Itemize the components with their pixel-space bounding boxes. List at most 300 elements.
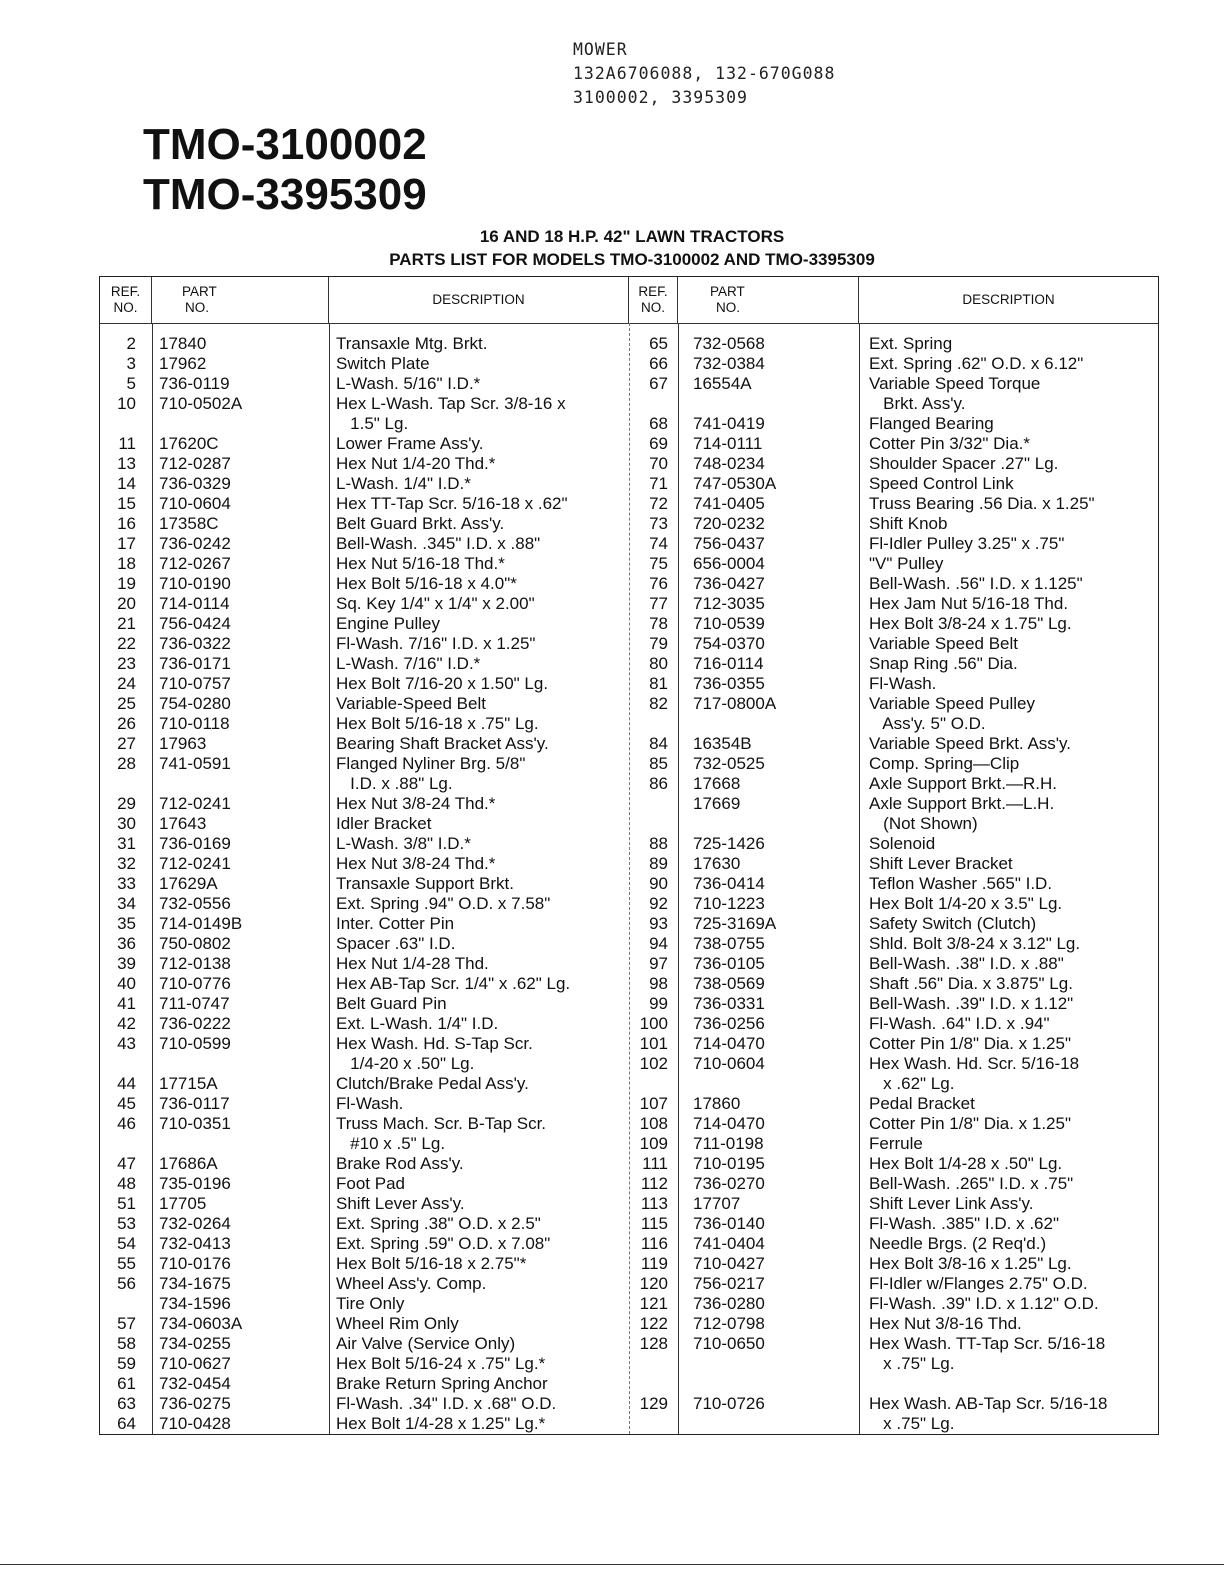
col-header-desc-label: DESCRIPTION — [432, 292, 525, 307]
ref-number: 85 — [649, 754, 668, 773]
part-description: Hex Bolt 1/4-20 x 3.5" Lg. — [869, 894, 1063, 913]
part-description: Fl-Wash. .34" I.D. x .68" O.D. — [336, 1394, 557, 1413]
ref-number: 11 — [118, 434, 136, 453]
table-row — [100, 894, 1158, 914]
ref-number: 79 — [649, 634, 668, 653]
part-number: 741-0591 — [159, 754, 231, 773]
part-description: Idler Bracket — [336, 814, 432, 833]
part-number: 738-0569 — [693, 974, 765, 993]
ref-number: 57 — [117, 1314, 136, 1333]
ref-number: 111 — [642, 1154, 668, 1173]
part-number: 17707 — [693, 1194, 741, 1213]
part-number: 710-0539 — [693, 614, 765, 633]
ref-number: 86 — [649, 774, 668, 793]
part-number: 712-0241 — [159, 854, 231, 873]
ref-number: 63 — [117, 1394, 136, 1413]
part-number: 710-0118 — [159, 714, 230, 733]
part-description: Fl-Wash. .64" I.D. x .94" — [869, 1014, 1050, 1033]
ref-number: 40 — [117, 974, 136, 993]
part-description: Fl-Wash. .385" I.D. x .62" — [869, 1214, 1059, 1233]
part-number: 756-0217 — [693, 1274, 765, 1293]
ref-number: 61 — [117, 1374, 136, 1393]
part-description: Hex Wash. AB-Tap Scr. 5/16-18 — [869, 1394, 1108, 1413]
table-row — [100, 1414, 1158, 1434]
table-row — [100, 1314, 1158, 1334]
part-description: Hex Nut 1/4-20 Thd.* — [336, 454, 496, 473]
table-row — [100, 954, 1158, 974]
table-row — [100, 1134, 1158, 1154]
part-number: 732-0525 — [693, 754, 765, 773]
ref-number: 45 — [117, 1094, 136, 1113]
part-description: Comp. Spring—Clip — [869, 754, 1020, 773]
header-line-3: 3100002, 3395309 — [573, 88, 748, 107]
part-description: Transaxle Support Brkt. — [336, 874, 514, 893]
table-row — [100, 654, 1158, 674]
part-description: Hex Wash. Hd. Scr. 5/16-18 — [869, 1054, 1080, 1073]
ref-number: 102 — [639, 1054, 668, 1073]
part-number: 17358C — [159, 514, 219, 533]
ref-number: 89 — [649, 854, 668, 873]
ref-number: 78 — [649, 614, 668, 633]
col-header-desc-right — [859, 277, 1158, 323]
part-number: 710-0599 — [159, 1034, 231, 1053]
ref-number: 128 — [639, 1334, 668, 1353]
part-description: Hex Bolt 5/16-24 x .75" Lg.* — [336, 1354, 546, 1373]
ref-number: 17 — [117, 534, 136, 553]
header-line-1: MOWER — [573, 40, 628, 59]
ref-number: 5 — [126, 374, 136, 393]
table-row — [100, 1394, 1158, 1414]
ref-number: 80 — [649, 654, 668, 673]
part-number: 725-3169A — [693, 914, 777, 933]
table-row — [100, 874, 1158, 894]
part-number: 710-0776 — [159, 974, 231, 993]
part-number: 720-0232 — [693, 514, 765, 533]
part-description: Belt Guard Pin — [336, 994, 447, 1013]
part-description: #10 x .5" Lg. — [336, 1134, 446, 1153]
part-description: Sq. Key 1/4" x 1/4" x 2.00" — [336, 594, 535, 613]
table-row — [100, 1154, 1158, 1174]
part-number: 732-0384 — [693, 354, 765, 373]
ref-number: 94 — [649, 934, 668, 953]
part-description: Foot Pad — [336, 1174, 405, 1193]
ref-number: 14 — [117, 474, 136, 493]
ref-number: 32 — [117, 854, 136, 873]
part-description: Fl-Wash. — [336, 1094, 404, 1113]
part-number: 17643 — [159, 814, 207, 833]
part-description: Solenoid — [869, 834, 936, 853]
part-description: Ferrule — [869, 1134, 923, 1153]
part-number: 710-0726 — [693, 1394, 765, 1413]
table-row — [100, 1354, 1158, 1374]
part-description: Belt Guard Brkt. Ass'y. — [336, 514, 505, 533]
part-description: 1/4-20 x .50" Lg. — [336, 1054, 475, 1073]
ref-number: 72 — [649, 494, 668, 513]
part-number: 736-0322 — [159, 634, 231, 653]
table-row — [100, 694, 1158, 714]
part-number: 710-0604 — [159, 494, 231, 513]
part-number: 710-0757 — [159, 674, 231, 693]
part-description: Hex Nut 5/16-18 Thd.* — [336, 554, 505, 573]
part-description: Variable Speed Brkt. Ass'y. — [869, 734, 1071, 753]
ref-number: 73 — [649, 514, 668, 533]
part-description: Engine Pulley — [336, 614, 440, 633]
ref-number: 54 — [117, 1234, 136, 1253]
ref-number: 31 — [117, 834, 136, 853]
part-number: 714-0114 — [159, 594, 230, 613]
model-numbers — [143, 120, 427, 220]
part-number: 732-0413 — [159, 1234, 231, 1253]
ref-number: 30 — [117, 814, 136, 833]
ref-number: 65 — [649, 334, 668, 353]
model-header — [573, 38, 835, 110]
part-number: 17669 — [693, 794, 741, 813]
ref-number: 22 — [117, 634, 136, 653]
part-number: 656-0004 — [693, 554, 765, 573]
part-description: Ext. Spring .38" O.D. x 2.5" — [336, 1214, 541, 1233]
part-description: (Not Shown) — [869, 814, 978, 833]
table-row — [100, 1194, 1158, 1214]
ref-number: 19 — [117, 574, 136, 593]
ref-number: 122 — [639, 1314, 668, 1333]
part-description: Hex Wash. TT-Tap Scr. 5/16-18 — [869, 1334, 1106, 1353]
ref-number: 71 — [649, 474, 668, 493]
model-number-1: TMO-3100002 — [143, 120, 427, 169]
table-row — [100, 634, 1158, 654]
part-description: Ext. Spring .94" O.D. x 7.58" — [336, 894, 551, 913]
part-description: Switch Plate — [336, 354, 430, 373]
part-number: 736-0414 — [693, 874, 765, 893]
part-number: 741-0419 — [693, 414, 765, 433]
ref-number: 29 — [117, 794, 136, 813]
part-description: Hex Bolt 3/8-24 x 1.75" Lg. — [869, 614, 1072, 633]
table-row — [100, 434, 1158, 454]
part-description: Shift Lever Ass'y. — [336, 1194, 465, 1213]
part-number: 710-0627 — [159, 1354, 231, 1373]
part-description: I.D. x .88" Lg. — [336, 774, 453, 793]
part-number: 714-0470 — [693, 1114, 765, 1133]
ref-number: 107 — [639, 1094, 668, 1113]
table-row — [100, 1014, 1158, 1034]
part-number: 734-0603A — [159, 1314, 243, 1333]
ref-number: 109 — [639, 1134, 668, 1153]
part-number: 736-0427 — [693, 574, 765, 593]
part-description: Teflon Washer .565" I.D. — [869, 874, 1053, 893]
part-description: Hex Bolt 5/16-18 x 2.75"* — [336, 1254, 527, 1273]
part-number: 710-0176 — [159, 1254, 231, 1273]
ref-number: 112 — [640, 1174, 668, 1193]
ref-number: 35 — [117, 914, 136, 933]
part-number: 710-0195 — [693, 1154, 765, 1173]
part-number: 725-1426 — [693, 834, 765, 853]
ref-number: 77 — [649, 594, 668, 613]
title-line-1: 16 AND 18 H.P. 42" LAWN TRACTORS — [479, 227, 785, 246]
table-row — [100, 594, 1158, 614]
part-number: 17668 — [693, 774, 741, 793]
part-number: 17620C — [159, 434, 219, 453]
table-row — [100, 1034, 1158, 1054]
part-description: Safety Switch (Clutch) — [869, 914, 1037, 933]
ref-number: 115 — [640, 1214, 668, 1233]
part-description: Axle Support Brkt.—R.H. — [869, 774, 1058, 793]
ref-number: 74 — [649, 534, 668, 553]
table-row — [100, 374, 1158, 394]
part-description: Ass'y. 5" O.D. — [869, 714, 986, 733]
part-description: Fl-Wash. — [869, 674, 937, 693]
ref-number: 108 — [639, 1114, 668, 1133]
part-description: Variable Speed Pulley — [869, 694, 1036, 713]
ref-number: 36 — [117, 934, 136, 953]
part-number: 734-1596 — [159, 1294, 231, 1313]
ref-number: 41 — [117, 994, 136, 1013]
part-number: 717-0800A — [693, 694, 777, 713]
table-row — [100, 754, 1158, 774]
part-description: Variable-Speed Belt — [336, 694, 486, 713]
ref-number: 56 — [117, 1274, 136, 1293]
ref-number: 88 — [649, 834, 668, 853]
table-row — [100, 934, 1158, 954]
part-description: Brkt. Ass'y. — [869, 394, 966, 413]
ref-number: 93 — [649, 914, 668, 933]
part-description: Clutch/Brake Pedal Ass'y. — [336, 1074, 529, 1093]
part-number: 710-0502A — [159, 394, 243, 413]
part-description: Snap Ring .56" Dia. — [869, 654, 1018, 673]
part-description: Hex Wash. Hd. S-Tap Scr. — [336, 1034, 533, 1053]
part-number: 714-0470 — [693, 1034, 765, 1053]
part-number: 17860 — [693, 1094, 741, 1113]
part-number: 736-0329 — [159, 474, 231, 493]
page-title — [0, 225, 1224, 271]
ref-number: 53 — [117, 1214, 136, 1233]
ref-number: 34 — [117, 894, 136, 913]
part-description: L-Wash. 3/8" I.D.* — [336, 834, 471, 853]
part-description: "V" Pulley — [869, 554, 944, 573]
col-header-part-right — [678, 277, 859, 323]
part-number: 736-0355 — [693, 674, 765, 693]
ref-number: 67 — [649, 374, 668, 393]
part-number: 710-0604 — [693, 1054, 765, 1073]
part-number: 710-1223 — [693, 894, 765, 913]
ref-number: 51 — [117, 1194, 136, 1213]
part-description: Hex Nut 3/8-24 Thd.* — [336, 854, 496, 873]
page-bottom-rule — [0, 1564, 1224, 1565]
part-description: Air Valve (Service Only) — [336, 1334, 516, 1353]
ref-number: 76 — [649, 574, 668, 593]
part-description: Hex Bolt 7/16-20 x 1.50" Lg. — [336, 674, 549, 693]
col-header-part-no: NO. — [185, 300, 210, 315]
col-header-part-left — [152, 277, 329, 323]
part-number: 710-0351 — [159, 1114, 231, 1133]
part-description: Pedal Bracket — [869, 1094, 975, 1113]
model-number-2: TMO-3395309 — [143, 170, 427, 219]
table-row — [100, 1174, 1158, 1194]
ref-number: 42 — [117, 1014, 136, 1033]
part-number: 711-0747 — [159, 994, 230, 1013]
part-number: 741-0405 — [693, 494, 765, 513]
part-description: Brake Rod Ass'y. — [336, 1154, 464, 1173]
part-number: 16554A — [693, 374, 752, 393]
table-row — [100, 554, 1158, 574]
part-description: Shift Knob — [869, 514, 948, 533]
part-number: 712-0138 — [159, 954, 231, 973]
table-row — [100, 574, 1158, 594]
ref-number: 90 — [649, 874, 668, 893]
part-description: Spacer .63" I.D. — [336, 934, 456, 953]
col-header-ref-no: NO. — [640, 300, 665, 315]
part-description: Flanged Nyliner Brg. 5/8" — [336, 754, 526, 773]
table-row — [100, 334, 1158, 354]
part-number: 17962 — [159, 354, 207, 373]
part-number: 16354B — [693, 734, 752, 753]
col-header-ref-no: NO. — [113, 300, 138, 315]
part-description: Tire Only — [336, 1294, 405, 1313]
part-description: Bell-Wash. .38" I.D. x .88" — [869, 954, 1064, 973]
ref-number: 92 — [649, 894, 668, 913]
part-number: 756-0437 — [693, 534, 765, 553]
table-row — [100, 474, 1158, 494]
part-number: 738-0755 — [693, 934, 765, 953]
table-row — [100, 394, 1158, 414]
part-description: Hex AB-Tap Scr. 1/4" x .62" Lg. — [336, 974, 571, 993]
ref-number: 82 — [649, 694, 668, 713]
part-description: L-Wash. 5/16" I.D.* — [336, 374, 481, 393]
part-description: Bell-Wash. .345" I.D. x .88" — [336, 534, 541, 553]
table-row — [100, 1114, 1158, 1134]
col-header-part-label: PART — [182, 284, 217, 299]
part-number: 736-0270 — [693, 1174, 765, 1193]
part-number: 712-0287 — [159, 454, 231, 473]
part-number: 712-0267 — [159, 554, 231, 573]
ref-number: 68 — [649, 414, 668, 433]
table-row — [100, 914, 1158, 934]
ref-number: 64 — [117, 1414, 136, 1433]
table-row — [100, 714, 1158, 734]
part-number: 736-0222 — [159, 1014, 231, 1033]
table-row — [100, 614, 1158, 634]
table-row — [100, 1054, 1158, 1074]
ref-number: 100 — [639, 1014, 668, 1033]
part-description: Wheel Ass'y. Comp. — [336, 1274, 487, 1293]
table-row — [100, 1294, 1158, 1314]
ref-number: 10 — [117, 394, 136, 413]
title-line-2: PARTS LIST FOR MODELS TMO-3100002 AND TMO-3395309 — [389, 250, 875, 269]
table-row — [100, 734, 1158, 754]
part-number: 714-0111 — [693, 434, 763, 453]
part-description: x .62" Lg. — [869, 1074, 955, 1093]
ref-number: 23 — [117, 654, 136, 673]
part-description: Needle Brgs. (2 Req'd.) — [869, 1234, 1047, 1253]
part-description: Cotter Pin 3/32" Dia.* — [869, 434, 1031, 453]
table-row — [100, 1254, 1158, 1274]
table-row — [100, 674, 1158, 694]
table-row — [100, 1074, 1158, 1094]
part-number: 714-0149B — [159, 914, 243, 933]
part-number: 736-0256 — [693, 1014, 765, 1033]
part-number: 732-0556 — [159, 894, 231, 913]
ref-number: 25 — [117, 694, 136, 713]
part-description: Fl-Idler w/Flanges 2.75" O.D. — [869, 1274, 1088, 1293]
part-number: 17686A — [159, 1154, 218, 1173]
table-row — [100, 1214, 1158, 1234]
part-description: 1.5" Lg. — [336, 414, 409, 433]
part-number: 712-0241 — [159, 794, 231, 813]
part-number: 736-0117 — [159, 1094, 230, 1113]
ref-number: 20 — [117, 594, 136, 613]
part-number: 756-0424 — [159, 614, 231, 633]
part-number: 734-1675 — [159, 1274, 231, 1293]
part-number: 17963 — [159, 734, 207, 753]
table-row — [100, 494, 1158, 514]
ref-number: 99 — [649, 994, 668, 1013]
part-description: Fl-Wash. 7/16" I.D. x 1.25" — [336, 634, 536, 653]
part-description: Lower Frame Ass'y. — [336, 434, 484, 453]
part-description: Transaxle Mtg. Brkt. — [336, 334, 488, 353]
part-description: Ext. Spring .59" O.D. x 7.08" — [336, 1234, 551, 1253]
part-description: Hex Nut 3/8-24 Thd.* — [336, 794, 496, 813]
table-row — [100, 1274, 1158, 1294]
ref-number: 48 — [117, 1174, 136, 1193]
part-number: 736-0331 — [693, 994, 765, 1013]
col-header-part-label: PART — [710, 284, 745, 299]
ref-number: 21 — [117, 614, 136, 633]
part-description: Bell-Wash. .39" I.D. x 1.12" — [869, 994, 1074, 1013]
part-number: 732-0568 — [693, 334, 765, 353]
table-row — [100, 1094, 1158, 1114]
part-number: 710-0650 — [693, 1334, 765, 1353]
part-description: Hex Bolt 1/4-28 x .50" Lg. — [869, 1154, 1063, 1173]
part-description: Shaft .56" Dia. x 3.875" Lg. — [869, 974, 1073, 993]
part-number: 710-0427 — [693, 1254, 765, 1273]
part-number: 736-0280 — [693, 1294, 765, 1313]
ref-number: 15 — [117, 494, 136, 513]
part-number: 750-0802 — [159, 934, 231, 953]
part-description: Ext. L-Wash. 1/4" I.D. — [336, 1014, 499, 1033]
part-description: Shift Lever Link Ass'y. — [869, 1194, 1034, 1213]
part-description: Hex TT-Tap Scr. 5/16-18 x .62" — [336, 494, 568, 513]
part-number: 17705 — [159, 1194, 207, 1213]
table-row — [100, 814, 1158, 834]
ref-number: 55 — [117, 1254, 136, 1273]
ref-number: 27 — [117, 734, 136, 753]
part-description: Variable Speed Belt — [869, 634, 1019, 653]
part-description: L-Wash. 1/4" I.D.* — [336, 474, 471, 493]
ref-number: 44 — [117, 1074, 136, 1093]
ref-number: 24 — [117, 674, 136, 693]
ref-number: 18 — [117, 554, 136, 573]
part-number: 736-0169 — [159, 834, 231, 853]
col-header-part-no: NO. — [716, 300, 741, 315]
part-number: 754-0280 — [159, 694, 231, 713]
part-description: Shoulder Spacer .27" Lg. — [869, 454, 1059, 473]
table-row — [100, 454, 1158, 474]
part-description: Bell-Wash. .56" I.D. x 1.125" — [869, 574, 1083, 593]
part-description: Wheel Rim Only — [336, 1314, 459, 1333]
ref-number: 2 — [126, 334, 136, 353]
part-description: Hex L-Wash. Tap Scr. 3/8-16 x — [336, 394, 566, 413]
part-number: 734-0255 — [159, 1334, 231, 1353]
part-number: 716-0114 — [693, 654, 764, 673]
part-number: 736-0119 — [159, 374, 230, 393]
part-description: Fl-Idler Pulley 3.25" x .75" — [869, 534, 1065, 553]
table-row — [100, 414, 1158, 434]
ref-number: 129 — [639, 1394, 668, 1413]
part-number: 754-0370 — [693, 634, 765, 653]
ref-number: 81 — [649, 674, 668, 693]
table-row — [100, 1334, 1158, 1354]
col-header-desc-left — [329, 277, 629, 323]
table-row — [100, 534, 1158, 554]
table-row — [100, 1374, 1158, 1394]
